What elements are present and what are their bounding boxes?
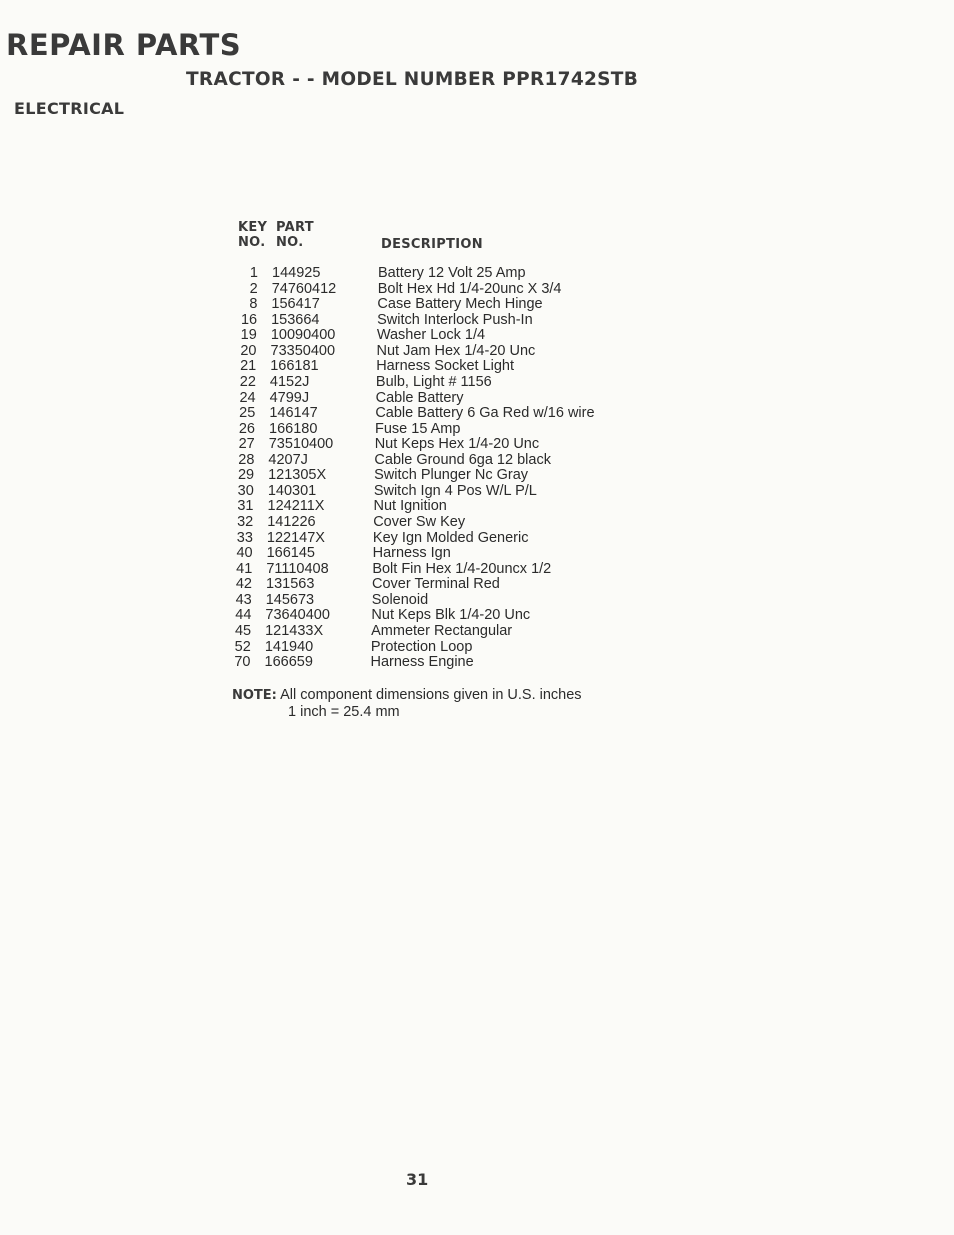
- key-no-cell: 32: [237, 514, 254, 530]
- table-row: [226, 391, 666, 407]
- part-no-cell: 74760412: [271, 280, 337, 297]
- description-cell: Harness Socket Light: [376, 358, 515, 375]
- part-no-cell: 10090400: [270, 327, 336, 344]
- key-no-header: [238, 220, 267, 250]
- key-no-cell: 8: [249, 296, 258, 313]
- part-no-cell: 156417: [271, 296, 320, 313]
- note-line1: All component dimensions given in U.S. inches: [280, 687, 582, 703]
- key-no-cell: 31: [237, 498, 254, 515]
- table-row: [224, 484, 664, 500]
- table-row: [227, 328, 667, 344]
- table-row: [225, 437, 665, 453]
- description-cell: Bolt Hex Hd 1/4-20unc X 3/4: [377, 280, 562, 297]
- key-no-cell: 30: [237, 482, 254, 499]
- table-row: [228, 266, 668, 282]
- part-no-cell: 140301: [267, 482, 317, 499]
- part-no-cell: 166180: [269, 420, 318, 437]
- key-no-cell: 16: [240, 311, 258, 328]
- table-row: [223, 515, 663, 531]
- description-cell: Switch Interlock Push-In: [377, 311, 533, 328]
- description-cell: Washer Lock 1/4: [376, 327, 486, 344]
- part-no-cell: 144925: [272, 265, 321, 281]
- key-no-cell: 45: [234, 622, 252, 639]
- key-no-cell: 21: [240, 358, 257, 375]
- description-cell: Cover Terminal Red: [372, 576, 500, 593]
- description-cell: Key Ign Molded Generic: [372, 529, 529, 546]
- table-row: [222, 562, 662, 578]
- part-no-cell: 124211X: [267, 498, 325, 515]
- dimensions-note: [232, 687, 582, 720]
- table-row: [222, 593, 662, 609]
- part-no-cell: 145673: [265, 591, 315, 608]
- note-label: NOTE:: [232, 688, 277, 703]
- part-no-cell: 121305X: [268, 467, 327, 484]
- table-row: [227, 344, 667, 360]
- description-cell: Protection Loop: [370, 638, 473, 655]
- part-no-cell: 122147X: [266, 529, 325, 546]
- part-no-cell: 146147: [269, 405, 318, 422]
- table-row: [228, 282, 668, 298]
- key-no-cell: 44: [235, 607, 252, 624]
- part-header-line2: NO.: [276, 235, 304, 250]
- description-cell: Harness Ign: [372, 545, 451, 562]
- page-title: REPAIR PARTS: [6, 28, 242, 62]
- key-no-cell: 43: [235, 591, 252, 608]
- key-no-cell: 25: [239, 405, 256, 422]
- part-no-cell: 71110408: [266, 560, 329, 577]
- description-cell: Harness Engine: [370, 654, 474, 671]
- key-no-cell: 26: [238, 420, 255, 437]
- part-no-cell: 131563: [266, 576, 315, 593]
- part-no-cell: 73510400: [268, 436, 334, 453]
- description-cell: Nut Jam Hex 1/4-20 Unc: [376, 342, 536, 359]
- table-row: [227, 313, 667, 329]
- part-no-cell: 4799J: [269, 389, 310, 406]
- description-cell: Cable Battery: [375, 389, 464, 406]
- description-cell: Nut Keps Blk 1/4-20 Unc: [371, 607, 531, 624]
- key-no-cell: 52: [234, 638, 251, 655]
- table-row: [224, 468, 664, 484]
- part-no-cell: 4207J: [268, 451, 308, 468]
- part-no-header: [276, 220, 314, 250]
- description-cell: Bolt Fin Hex 1/4-20uncx 1/2: [372, 560, 552, 577]
- key-no-cell: 2: [249, 280, 258, 297]
- part-no-cell: 141940: [264, 638, 314, 655]
- key-no-cell: 70: [234, 654, 251, 671]
- table-row: [224, 453, 664, 469]
- key-no-cell: 19: [240, 327, 257, 344]
- description-cell: Switch Plunger Nc Gray: [374, 467, 529, 484]
- table-row: [221, 624, 661, 640]
- page-number: 31: [406, 1170, 429, 1189]
- part-no-cell: 73640400: [265, 607, 330, 624]
- description-cell: Cable Ground 6ga 12 black: [374, 451, 551, 468]
- description-cell: Switch Ign 4 Pos W/L P/L: [373, 482, 537, 499]
- part-header-line1: PART: [276, 220, 314, 235]
- key-header-line1: KEY: [238, 220, 268, 235]
- description-cell: Case Battery Mech Hinge: [377, 296, 543, 313]
- part-no-cell: 153664: [271, 311, 320, 328]
- table-row: [226, 359, 666, 375]
- table-row: [223, 546, 663, 562]
- table-row: [223, 531, 663, 547]
- part-no-cell: 166659: [264, 654, 313, 671]
- description-cell: Solenoid: [371, 591, 429, 608]
- key-no-cell: 20: [240, 342, 257, 359]
- key-no-cell: 29: [237, 467, 255, 484]
- table-row: [227, 297, 667, 313]
- key-no-cell: 28: [238, 451, 255, 468]
- description-cell: Nut Ignition: [373, 498, 447, 515]
- key-no-cell: 1: [249, 265, 258, 281]
- part-no-cell: 73350400: [270, 342, 336, 359]
- part-no-cell: 166145: [266, 545, 315, 562]
- table-row: [221, 608, 661, 624]
- key-no-cell: 42: [235, 576, 252, 593]
- part-no-cell: 166181: [270, 358, 319, 375]
- table-row: [225, 422, 665, 438]
- parts-list: [228, 266, 668, 671]
- part-no-cell: 121433X: [265, 622, 324, 639]
- model-subtitle: TRACTOR - - MODEL NUMBER PPR1742STB: [186, 69, 639, 90]
- key-no-cell: 41: [236, 560, 253, 577]
- description-cell: Cable Battery 6 Ga Red w/16 wire: [375, 405, 595, 422]
- table-row: [221, 655, 661, 671]
- part-no-cell: 4152J: [269, 373, 310, 390]
- key-no-cell: 27: [238, 436, 255, 453]
- table-row: [224, 499, 664, 515]
- key-no-cell: 33: [236, 529, 253, 546]
- key-no-cell: 24: [239, 389, 256, 406]
- note-line2: 1 inch = 25.4 mm: [288, 704, 400, 720]
- key-header-line2: NO.: [238, 235, 266, 250]
- description-cell: Ammeter Rectangular: [371, 622, 513, 639]
- key-no-cell: 40: [236, 545, 253, 562]
- description-cell: Fuse 15 Amp: [375, 420, 461, 437]
- description-header: DESCRIPTION: [381, 237, 483, 252]
- description-cell: Bulb, Light # 1156: [375, 373, 492, 390]
- description-cell: Nut Keps Hex 1/4-20 Unc: [374, 436, 540, 453]
- table-row: [222, 577, 662, 593]
- table-row: [225, 406, 665, 422]
- section-heading: ELECTRICAL: [14, 99, 125, 118]
- part-no-cell: 141226: [267, 514, 316, 530]
- table-row: [226, 375, 666, 391]
- description-cell: Battery 12 Volt 25 Amp: [378, 265, 526, 281]
- table-row: [221, 640, 661, 656]
- key-no-cell: 22: [239, 373, 256, 390]
- description-cell: Cover Sw Key: [373, 514, 466, 530]
